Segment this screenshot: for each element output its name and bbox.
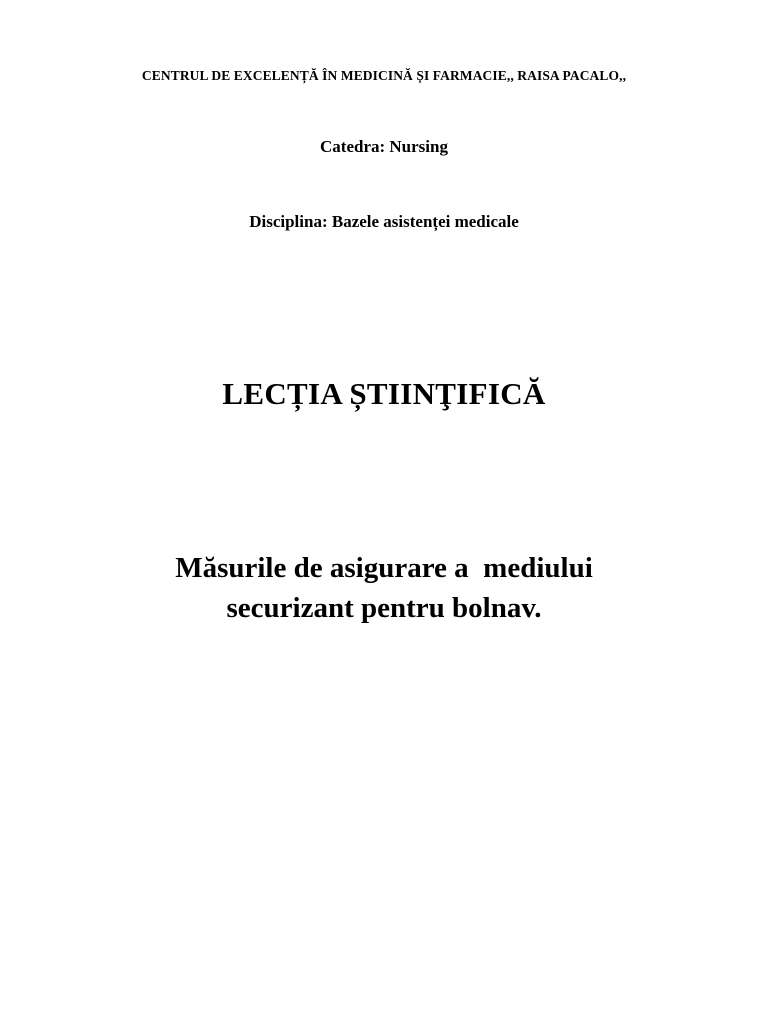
institution-name: CENTRUL DE EXCELENȚĂ ÎN MEDICINĂ ȘI FARMACIE,, RAISA PACALO,, [141, 68, 627, 83]
lesson-title-line-2: securizant pentru bolnav. [226, 592, 542, 624]
discipline-line: Disciplina: Bazele asistenței medicale [249, 212, 519, 231]
lesson-title [0, 548, 768, 628]
document-type-heading: LECȚIA ȘTIINŢIFICĂ [222, 376, 546, 411]
lesson-title-line-1: Măsurile de asigurare a mediului [175, 552, 593, 584]
department-line: Catedra: Nursing [320, 137, 448, 156]
